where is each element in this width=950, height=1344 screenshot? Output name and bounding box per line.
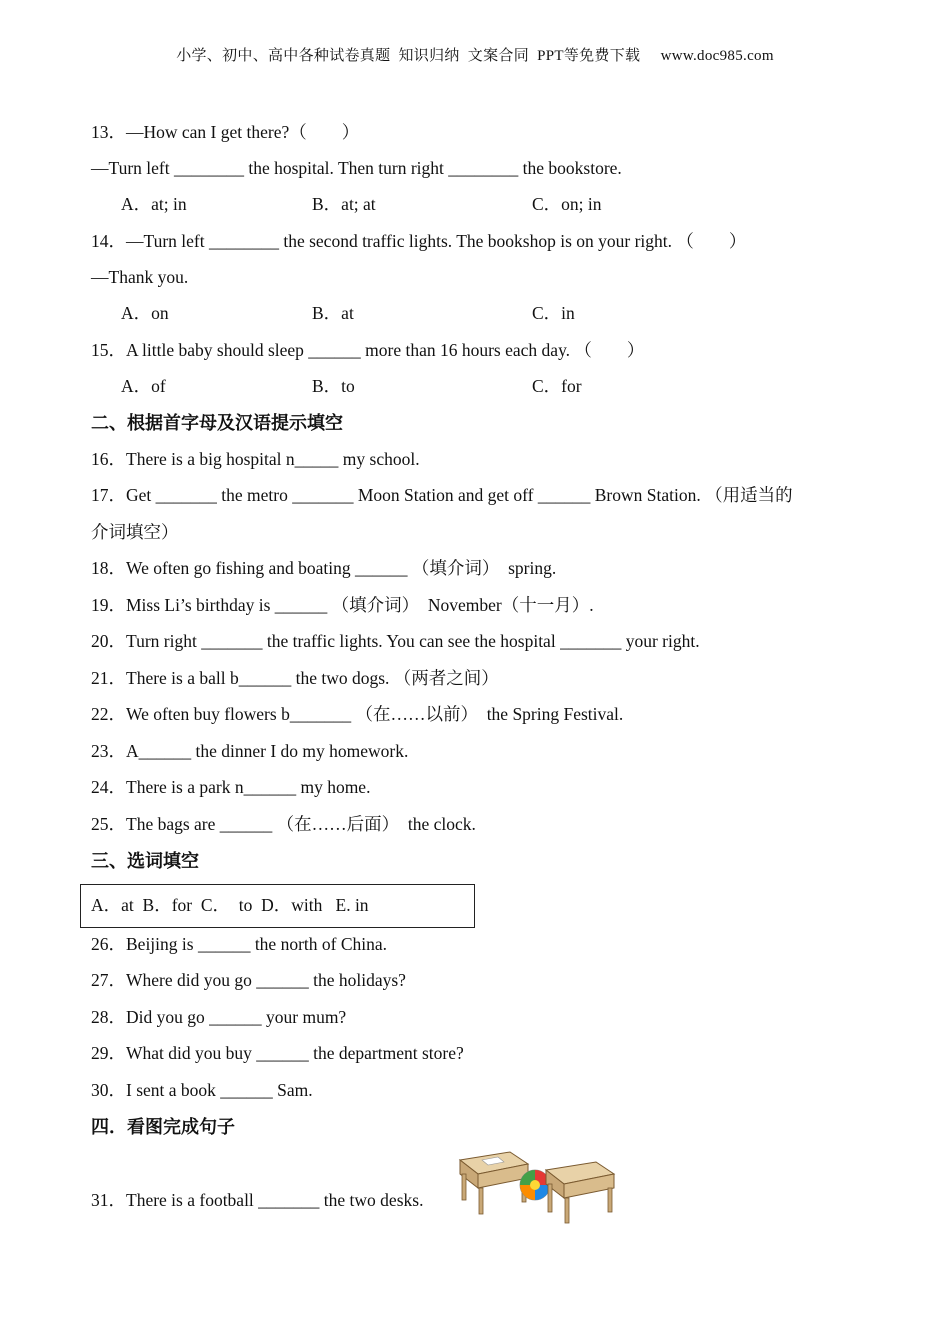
question-30: 30．I sent a book ______ Sam.: [91, 1080, 313, 1100]
section-2-heading: 二、根据首字母及汉语提示填空: [91, 413, 343, 434]
left-desk: [460, 1152, 528, 1214]
question-20: 20．Turn right _______ the traffic lights. You can see the hospital _______ your right.: [91, 631, 700, 651]
option-15-c: C．for: [532, 376, 582, 396]
question-19: 19．Miss Li’s birthday is ______ （填介词） November（十一月）.: [91, 595, 594, 615]
option-13-c: C．on; in: [532, 194, 602, 214]
question-27: 27．Where did you go ______ the holidays?: [91, 970, 406, 990]
option-15-a: A．of: [121, 376, 166, 396]
desks-and-ball-illustration: [458, 1150, 618, 1225]
question-29: 29．What did you buy ______ the department store?: [91, 1043, 464, 1063]
question-17: 17．Get _______ the metro _______ Moon Station and get off ______ Brown Station. （用适当的: [91, 485, 793, 505]
question-13: 13．—How can I get there?（ ）: [91, 122, 360, 142]
question-25: 25．The bags are ______ （在……后面） the clock.: [91, 814, 476, 834]
page-header: 小学、初中、高中各种试卷真题 知识归纳 文案合同 PPT等免费下载 www.doc985.com: [176, 48, 774, 64]
question-14-line2: —Thank you.: [91, 267, 189, 287]
question-23: 23．A______ the dinner I do my homework.: [91, 741, 409, 761]
section-4-heading: 四．看图完成句子: [91, 1117, 235, 1138]
option-13-a: A．at; in: [121, 194, 187, 214]
word-bank-box: [80, 884, 475, 928]
question-26: 26．Beijing is ______ the north of China.: [91, 934, 388, 954]
question-14: 14．—Turn left ________ the second traffic lights. The bookshop is on your right. （ ）: [91, 231, 747, 251]
question-17-line2: 介词填空）: [91, 522, 179, 542]
word-bank-text: A．at B．for C． to D．with E. in: [91, 895, 369, 915]
option-14-a: A．on: [121, 303, 169, 323]
question-28: 28．Did you go ______ your mum?: [91, 1007, 347, 1027]
question-21: 21．There is a ball b______ the two dogs. （两者之间）: [91, 668, 499, 688]
question-31: 31．There is a football _______ the two desks.: [91, 1190, 424, 1210]
question-22: 22．We often buy flowers b_______ （在……以前） the Spring Festival.: [91, 704, 624, 724]
option-13-b: B．at; at: [312, 194, 376, 214]
question-24: 24．There is a park n______ my home.: [91, 777, 371, 797]
question-15: 15．A little baby should sleep ______ more than 16 hours each day. （ ）: [91, 340, 645, 360]
question-18: 18．We often go fishing and boating ______ （填介词） spring.: [91, 558, 557, 578]
option-14-b: B．at: [312, 303, 354, 323]
section-3-heading: 三、选词填空: [91, 851, 199, 872]
question-13-line2: —Turn left ________ the hospital. Then turn right ________ the bookstore.: [91, 158, 622, 178]
option-14-c: C．in: [532, 303, 575, 323]
question-16: 16．There is a big hospital n_____ my school.: [91, 449, 420, 469]
option-15-b: B．to: [312, 376, 355, 396]
right-desk: [546, 1162, 614, 1223]
